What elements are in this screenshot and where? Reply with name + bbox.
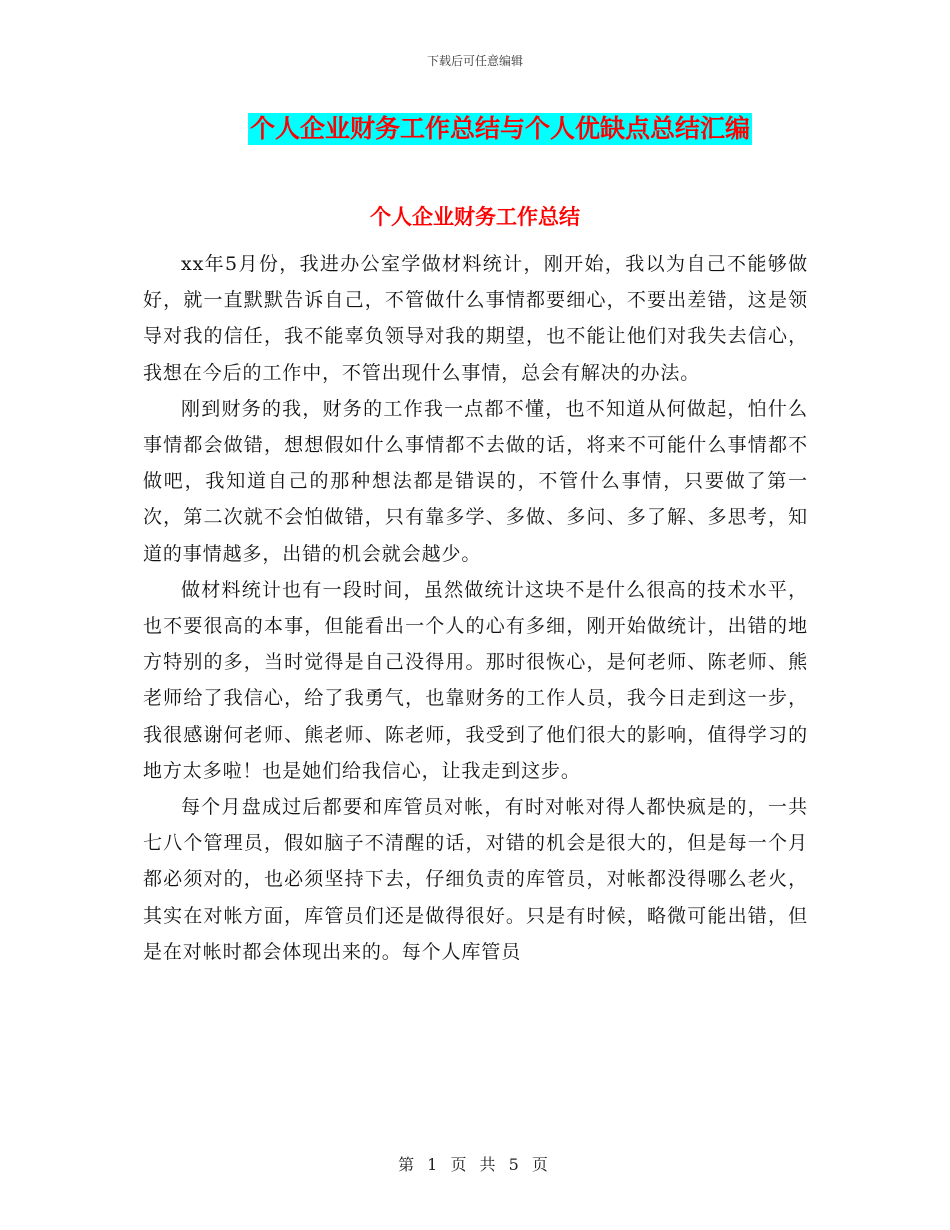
- header-note: 下载后可任意编辑: [426, 54, 523, 68]
- body-text: [143, 246, 808, 970]
- paragraph: xx年5月份，我进办公室学做材料统计，刚开始，我以为自己不能够做好，就一直默默告诉自己，不管做什么事情都要细心，不要出差错，这是领导对我的信任，我不能辜负领导对我的期望，也不能让他们对我失去信心，我想在今后的工作中，不管出现什么事情，总会有解决的办法。: [143, 253, 808, 384]
- document-title: 个人企业财务工作总结与个人优缺点总结汇编: [249, 114, 750, 143]
- paragraph: 每个月盘成过后都要和库管员对帐，有时对帐对得人都快疯是的，一共七八个管理员，假如脑子不清醒的话，对错的机会是很大的，但是每一个月都必须对的，也必须坚持下去，仔细负责的库管员，对帐都没得哪么老火，其实在对帐方面，库管员们还是做得很好。只是有时候，略微可能出错，但是在对帐时都会体现出来的。每个人库管员: [143, 796, 808, 963]
- paragraph: 刚到财务的我，财务的工作我一点都不懂，也不知道从何做起，怕什么事情都会做错，想想假如什么事情都不去做的话，将来不可能什么事情都不做吧，我知道自己的那种想法都是错误的，不管什么事情，只要做了第一次，第二次就不会怕做错，只有靠多学、多做、多问、多了解、多思考，知道的事情越多，出错的机会就会越少。: [143, 397, 808, 565]
- section-title: 个人企业财务工作总结: [370, 205, 580, 229]
- page-footer: 第 1 页 共 5 页: [398, 1155, 552, 1174]
- paragraph: 做材料统计也有一段时间，虽然做统计这块不是什么很高的技术水平，也不要很高的本事，但能看出一个人的心有多细，刚开始做统计，出错的地方特别的多，当时觉得是自己没得用。那时很恢心，是何老师、陈老师、熊老师给了我信心，给了我勇气，也靠财务的工作人员，我今日走到这一步，我很感谢何老师、熊老师、陈老师，我受到了他们很大的影响，值得学习的地方太多啦！也是她们给我信心，让我走到这步。: [143, 578, 808, 782]
- main-title-container: [0, 113, 950, 145]
